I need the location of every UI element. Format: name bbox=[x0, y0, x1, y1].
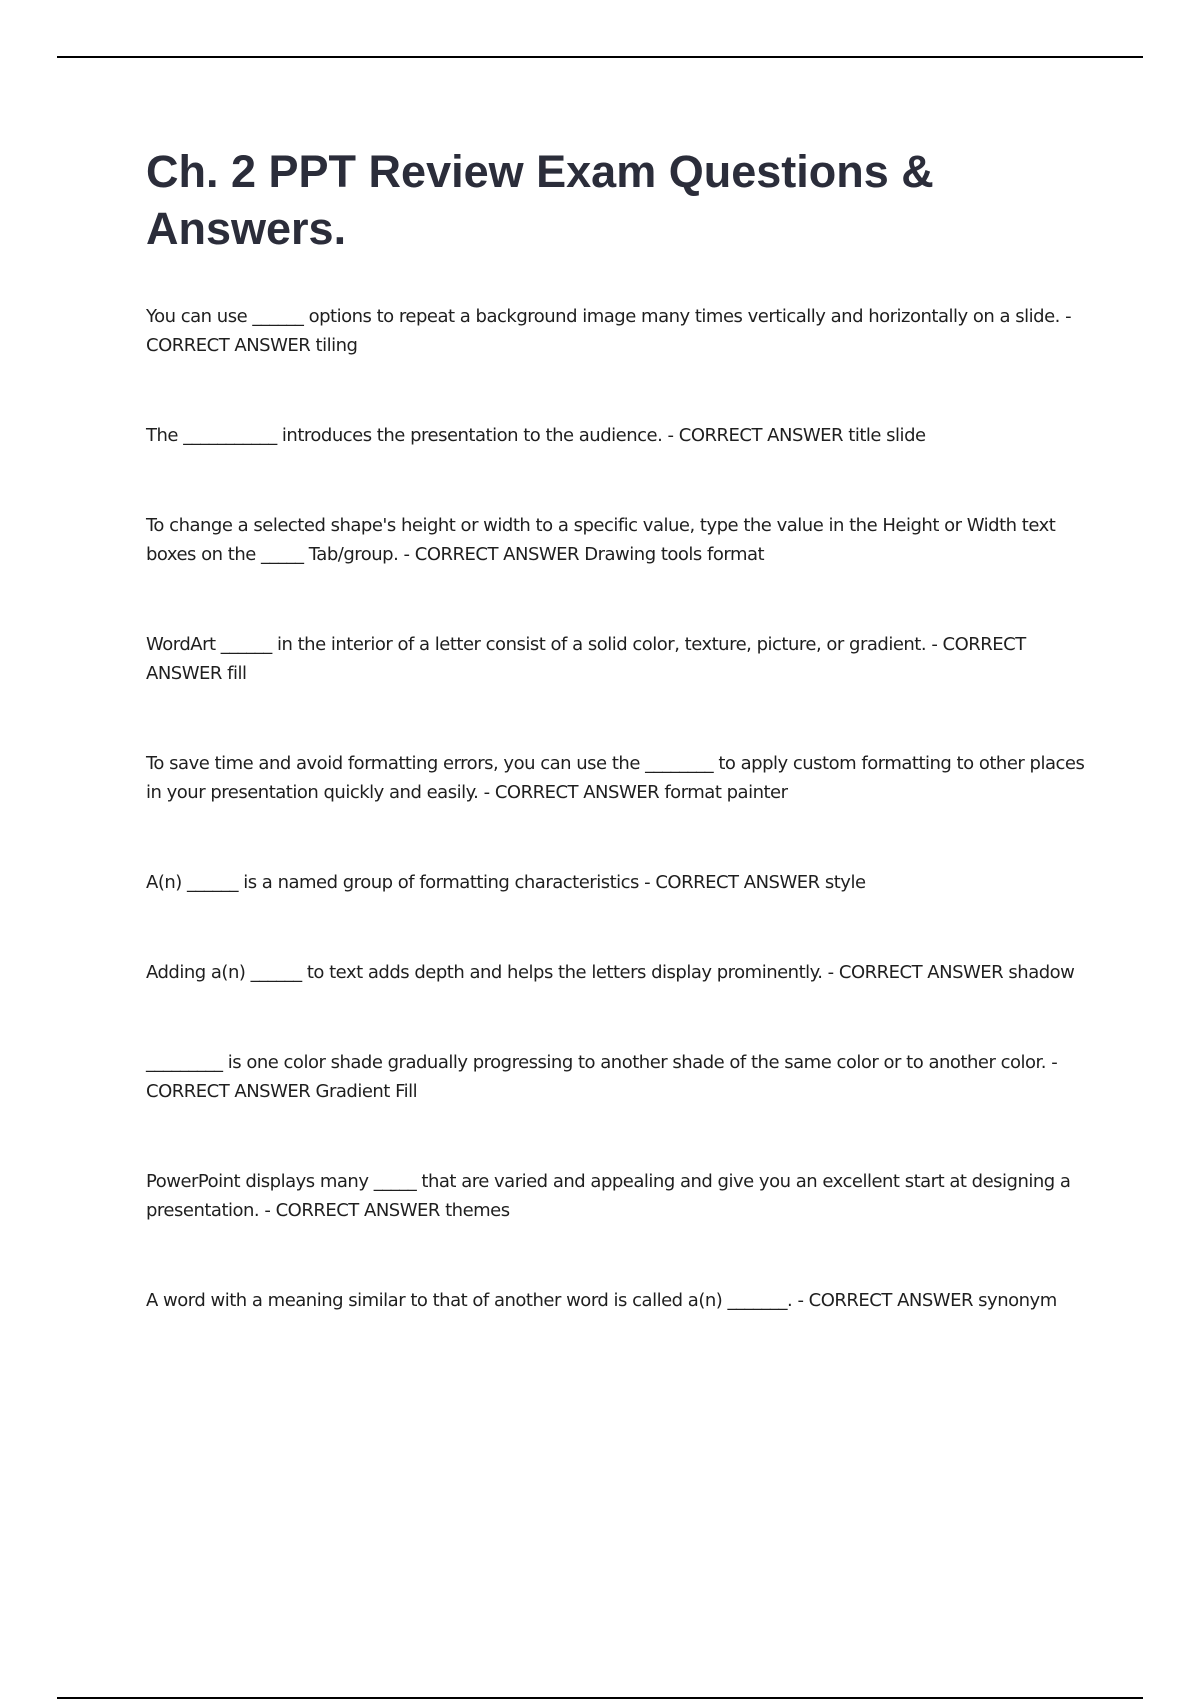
qa-item: A(n) ______ is a named group of formatting characteristics - CORRECT ANSWER style bbox=[146, 872, 866, 893]
document-body bbox=[146, 143, 1086, 1376]
top-rule bbox=[57, 56, 1143, 58]
qa-item: You can use ______ options to repeat a background image many times vertically and horizontally on a slide. - CORRECT ANSWER tiling bbox=[146, 306, 1072, 356]
document-title: Ch. 2 PPT Review Exam Questions & Answers. bbox=[146, 146, 934, 254]
qa-item: To change a selected shape's height or width to a specific value, type the value in the Height or Width text boxes on the _____ Tab/group. - CORRECT ANSWER Drawing tools format bbox=[146, 515, 1056, 565]
qa-item: To save time and avoid formatting errors, you can use the ________ to apply custom formatting to other places in your presentation quickly and easily. - CORRECT ANSWER format painter bbox=[146, 753, 1085, 803]
bottom-rule bbox=[57, 1697, 1143, 1699]
qa-item: PowerPoint displays many _____ that are varied and appealing and give you an excellent start at designing a presentation. - CORRECT ANSWER themes bbox=[146, 1171, 1071, 1221]
qa-item: _________ is one color shade gradually progressing to another shade of the same color or to another color. - CORRECT ANSWER Gradient Fill bbox=[146, 1052, 1058, 1102]
qa-item: The ___________ introduces the presentation to the audience. - CORRECT ANSWER title slide bbox=[146, 425, 926, 446]
qa-item: A word with a meaning similar to that of another word is called a(n) _______. - CORRECT ANSWER synonym bbox=[146, 1290, 1057, 1311]
qa-item: WordArt ______ in the interior of a letter consist of a solid color, texture, picture, or gradient. - CORRECT ANSWER fill bbox=[146, 634, 1026, 684]
qa-list bbox=[146, 302, 1086, 1315]
qa-item: Adding a(n) ______ to text adds depth and helps the letters display prominently. - CORRECT ANSWER shadow bbox=[146, 962, 1075, 983]
